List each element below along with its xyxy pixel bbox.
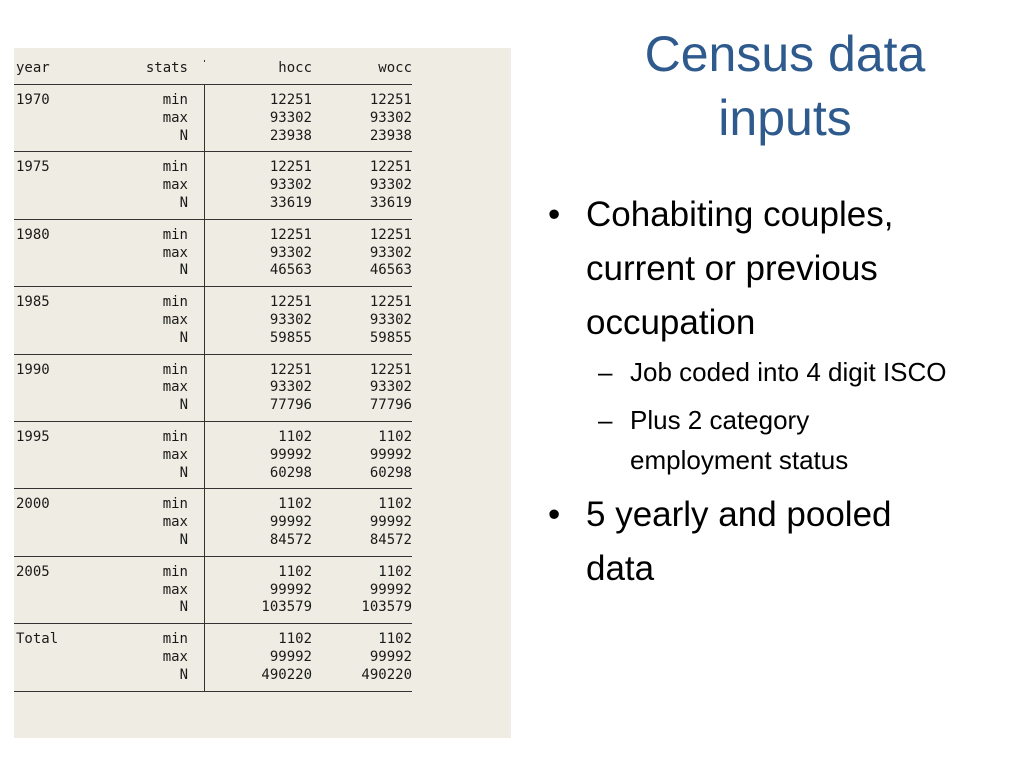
cell-hocc: 99992	[269, 648, 312, 665]
table-row	[14, 429, 412, 447]
sub-bullet-text-line: employment status	[630, 445, 849, 475]
cell-hocc: 12251	[269, 92, 312, 108]
table-body	[14, 84, 412, 691]
cell-hocc: 103579	[261, 599, 312, 616]
table-row	[14, 330, 412, 348]
cell-hocc: 46563	[269, 262, 312, 279]
cell-year	[14, 330, 126, 348]
cell-year: 1990	[16, 361, 50, 378]
cell-stat: min	[162, 428, 188, 445]
cell-stat: N	[179, 194, 188, 211]
cell-stat: min	[162, 496, 188, 513]
cell-wocc: 490220	[361, 666, 412, 683]
cell-wocc: 1102	[378, 563, 412, 580]
cell-stat: N	[179, 262, 188, 279]
cell-wocc: 12251	[369, 92, 412, 108]
cell-year	[14, 177, 126, 195]
table-row	[14, 227, 412, 245]
cell-wocc: 1102	[378, 496, 412, 513]
cell-wocc: 77796	[369, 397, 412, 414]
table-row	[14, 245, 412, 263]
header-hocc: hocc	[278, 60, 312, 76]
table-row	[14, 631, 412, 649]
cell-stat: N	[179, 531, 188, 548]
header-stats: stats	[145, 60, 188, 76]
table-group	[14, 421, 412, 488]
cell-hocc: 12251	[269, 294, 312, 311]
cell-hocc: 23938	[269, 127, 312, 144]
cell-stat: min	[162, 92, 188, 108]
cell-wocc: 12251	[369, 159, 412, 176]
title-line-2: inputs	[718, 90, 852, 146]
cell-hocc: 12251	[269, 226, 312, 243]
table-group	[14, 623, 412, 690]
table-row	[14, 379, 412, 397]
table-row	[14, 447, 412, 465]
cell-hocc: 33619	[269, 194, 312, 211]
cell-stat: N	[179, 329, 188, 346]
table-row	[14, 397, 412, 415]
cell-year: Total	[16, 631, 59, 648]
cell-year	[14, 532, 126, 550]
cell-year	[14, 110, 126, 128]
table-row	[14, 159, 412, 177]
table-row	[14, 262, 412, 280]
slide-title	[560, 22, 1010, 150]
cell-year: 1970	[16, 92, 50, 108]
cell-wocc: 60298	[369, 464, 412, 481]
cell-hocc: 59855	[269, 329, 312, 346]
cell-wocc: 33619	[369, 194, 412, 211]
cell-wocc: 84572	[369, 531, 412, 548]
sub-bullet-item	[548, 400, 1018, 480]
cell-year	[14, 245, 126, 263]
cell-wocc: 99992	[369, 648, 412, 665]
cell-hocc: 93302	[269, 379, 312, 396]
bullet-item	[548, 488, 1018, 596]
column-divider	[188, 330, 206, 348]
table-group	[14, 84, 412, 151]
cell-year	[14, 514, 126, 532]
cell-stat: max	[162, 177, 188, 194]
cell-year	[14, 379, 126, 397]
sub-bullet-text-line: Job coded into 4 digit ISCO	[630, 357, 947, 387]
table-group	[14, 488, 412, 555]
table-row	[14, 496, 412, 514]
cell-wocc: 59855	[369, 329, 412, 346]
cell-year: 1985	[16, 294, 50, 311]
cell-year	[14, 312, 126, 330]
cell-hocc: 84572	[269, 531, 312, 548]
column-divider	[188, 667, 206, 685]
cell-hocc: 93302	[269, 244, 312, 261]
cell-hocc: 12251	[269, 159, 312, 176]
bullet-list	[548, 188, 1018, 598]
table-bottom-rule	[14, 691, 412, 693]
bullet-dot-icon: •	[548, 495, 561, 534]
table-row	[14, 110, 412, 128]
cell-year	[14, 195, 126, 213]
cell-wocc: 93302	[369, 311, 412, 328]
cell-hocc: 93302	[269, 177, 312, 194]
cell-year	[14, 649, 126, 667]
bullet-item	[548, 188, 1018, 350]
cell-stat: N	[179, 127, 188, 144]
cell-wocc: 46563	[369, 262, 412, 279]
table-group	[14, 286, 412, 353]
table-group	[14, 151, 412, 218]
bullet-text-line: 5 yearly and pooled	[586, 495, 892, 534]
cell-hocc: 490220	[261, 666, 312, 683]
table-row	[14, 564, 412, 582]
table-row	[14, 465, 412, 483]
header-wocc: wocc	[378, 60, 412, 76]
cell-hocc: 99992	[269, 446, 312, 463]
cell-stat: min	[162, 631, 188, 648]
column-divider	[188, 262, 206, 280]
cell-stat: N	[179, 599, 188, 616]
cell-stat: max	[162, 648, 188, 665]
bullet-text-line: occupation	[586, 303, 756, 342]
cell-year	[14, 465, 126, 483]
table-row	[14, 177, 412, 195]
cell-stat: max	[162, 311, 188, 328]
cell-year: 2005	[16, 563, 50, 580]
cell-wocc: 12251	[369, 361, 412, 378]
header-year: year	[16, 60, 50, 76]
bullet-text-line: Cohabiting couples,	[586, 195, 894, 234]
table-group	[14, 556, 412, 623]
table-row	[14, 599, 412, 617]
title-line-1: Census data	[644, 26, 926, 82]
table-row	[14, 649, 412, 667]
cell-year	[14, 447, 126, 465]
cell-year	[14, 667, 126, 685]
cell-hocc: 99992	[269, 581, 312, 598]
cell-stat: N	[179, 397, 188, 414]
cell-year	[14, 599, 126, 617]
cell-wocc: 99992	[369, 446, 412, 463]
table-row	[14, 294, 412, 312]
table-group	[14, 354, 412, 421]
table-row	[14, 532, 412, 550]
cell-stat: min	[162, 294, 188, 311]
bullet-dot-icon: •	[548, 195, 561, 234]
cell-wocc: 1102	[378, 631, 412, 648]
cell-year	[14, 128, 126, 146]
sub-bullet-text-line: Plus 2 category	[630, 405, 810, 435]
cell-stat: min	[162, 226, 188, 243]
cell-wocc: 99992	[369, 514, 412, 531]
cell-stat: min	[162, 159, 188, 176]
column-divider	[188, 532, 206, 550]
cell-wocc: 93302	[369, 177, 412, 194]
cell-stat: N	[179, 666, 188, 683]
cell-hocc: 93302	[269, 109, 312, 126]
cell-hocc: 1102	[278, 563, 312, 580]
bullet-text-line: current or previous	[586, 249, 878, 288]
column-divider	[188, 195, 206, 213]
cell-wocc: 23938	[369, 127, 412, 144]
cell-wocc: 1102	[378, 428, 412, 445]
cell-wocc: 93302	[369, 109, 412, 126]
cell-stat: N	[179, 464, 188, 481]
cell-stat: max	[162, 514, 188, 531]
cell-stat: max	[162, 446, 188, 463]
cell-hocc: 60298	[269, 464, 312, 481]
cell-wocc: 99992	[369, 581, 412, 598]
cell-hocc: 99992	[269, 514, 312, 531]
cell-year: 1995	[16, 428, 50, 445]
cell-wocc: 12251	[369, 226, 412, 243]
dash-icon: –	[598, 357, 613, 387]
cell-stat: max	[162, 581, 188, 598]
cell-stat: max	[162, 379, 188, 396]
table-row	[14, 667, 412, 685]
table-row	[14, 362, 412, 380]
table-group	[14, 219, 412, 286]
cell-stat: min	[162, 563, 188, 580]
table-row	[14, 514, 412, 532]
cell-hocc: 12251	[269, 361, 312, 378]
cell-stat: min	[162, 361, 188, 378]
cell-year	[14, 582, 126, 600]
table-row	[14, 582, 412, 600]
table-row	[14, 128, 412, 146]
dash-icon: –	[598, 405, 613, 435]
cell-wocc: 103579	[361, 599, 412, 616]
cell-hocc: 93302	[269, 311, 312, 328]
column-divider	[188, 465, 206, 483]
column-divider	[188, 128, 206, 146]
cell-year: 1980	[16, 226, 50, 243]
cell-year	[14, 262, 126, 280]
column-divider	[188, 397, 206, 415]
cell-hocc: 1102	[278, 496, 312, 513]
bullet-text-line: data	[586, 549, 655, 588]
sub-bullet-item	[548, 352, 1018, 392]
cell-year: 2000	[16, 496, 50, 513]
cell-wocc: 93302	[369, 244, 412, 261]
column-divider	[188, 599, 206, 617]
table-header-row	[14, 60, 412, 84]
cell-hocc: 1102	[278, 428, 312, 445]
cell-hocc: 77796	[269, 397, 312, 414]
cell-year: 1975	[16, 159, 50, 176]
cell-hocc: 1102	[278, 631, 312, 648]
table-row	[14, 92, 412, 110]
cell-wocc: 12251	[369, 294, 412, 311]
table-row	[14, 312, 412, 330]
stats-table	[14, 60, 412, 693]
stats-table-panel	[14, 48, 511, 738]
cell-stat: max	[162, 109, 188, 126]
cell-wocc: 93302	[369, 379, 412, 396]
cell-year	[14, 397, 126, 415]
table-row	[14, 195, 412, 213]
cell-stat: max	[162, 244, 188, 261]
